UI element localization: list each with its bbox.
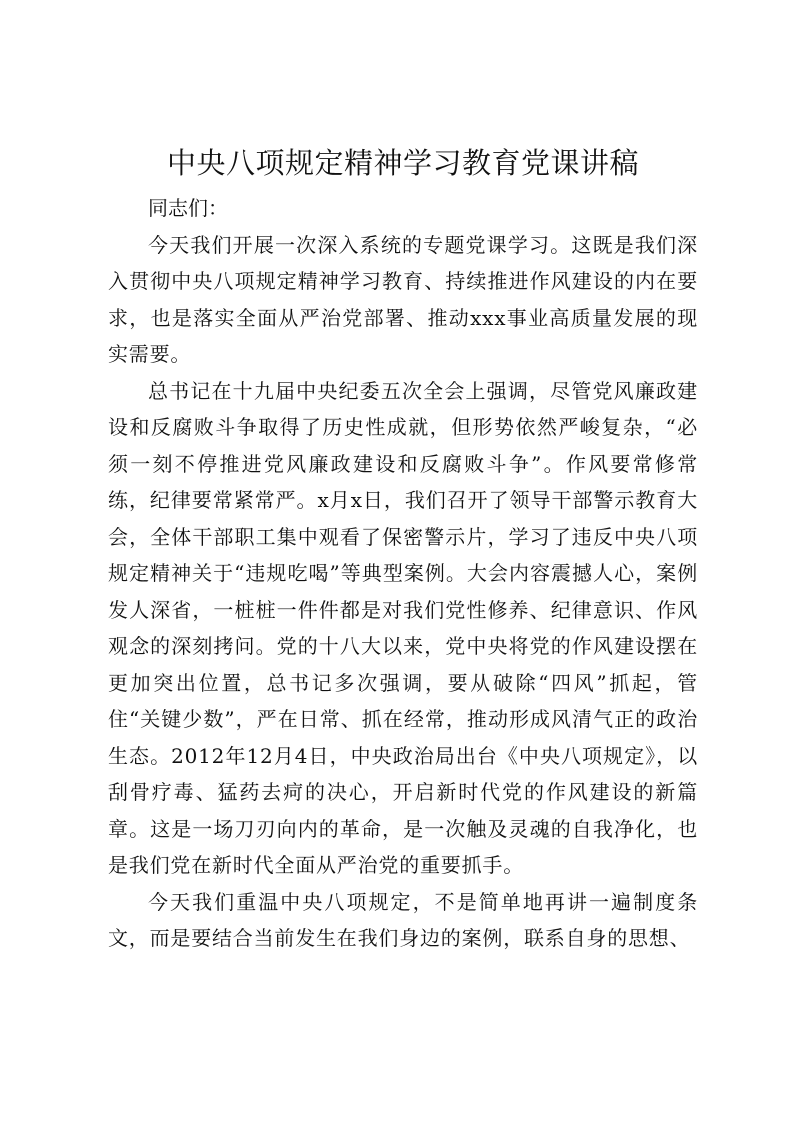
paragraph-2: 总书记在十九届中央纪委五次全会上强调，尽管党风廉政建设和反腐败斗争取得了历史性成就，但形势依然严峻复杂，“必须一刻不停推进党风廉政建设和反腐败斗争”。作风要常修常练，纪律要常紧常严。x月x日，我们召开了领导干部警示教育大会，全体干部职工集中观看了保密警示片，学习了违反中央八项规定精神关于“违规吃喝”等典型案例。大会内容震撼人心，案例发人深省，一桩桩一件件都是对我们党性修养、纪律意识、作风观念的深刻拷问。党的十八大以来，党中央将党的作风建设摆在更加突出位置，总书记多次强调，要从破除“四风”抓起，管住“关键少数”，严在日常、抓在经常，推动形成风清气正的政治生态。2012年12月4日，中央政治局出台《中央八项规定》，以刮骨疗毒、猛药去疴的决心，开启新时代党的作风建设的新篇章。这是一场刀刃向内的革命，是一次触及灵魂的自我净化，也是我们党在新时代全面从严治党的重要抓手。: [108, 378, 698, 877]
paragraph-1: 今天我们开展一次深入系统的专题党课学习。这既是我们深入贯彻中央八项规定精神学习教育、持续推进作风建设的内在要求，也是落实全面从严治党部署、推动xxx事业高质量发展的现实需要。: [108, 232, 698, 366]
paragraph-3: 今天我们重温中央八项规定，不是简单地再讲一遍制度条文，而是要结合当前发生在我们身边的案例，联系自身的思想、: [108, 889, 698, 950]
document-body: [108, 138, 698, 957]
document-title: 中央八项规定精神学习教育党课讲稿: [166, 146, 639, 180]
salutation: 同志们：: [148, 196, 228, 220]
